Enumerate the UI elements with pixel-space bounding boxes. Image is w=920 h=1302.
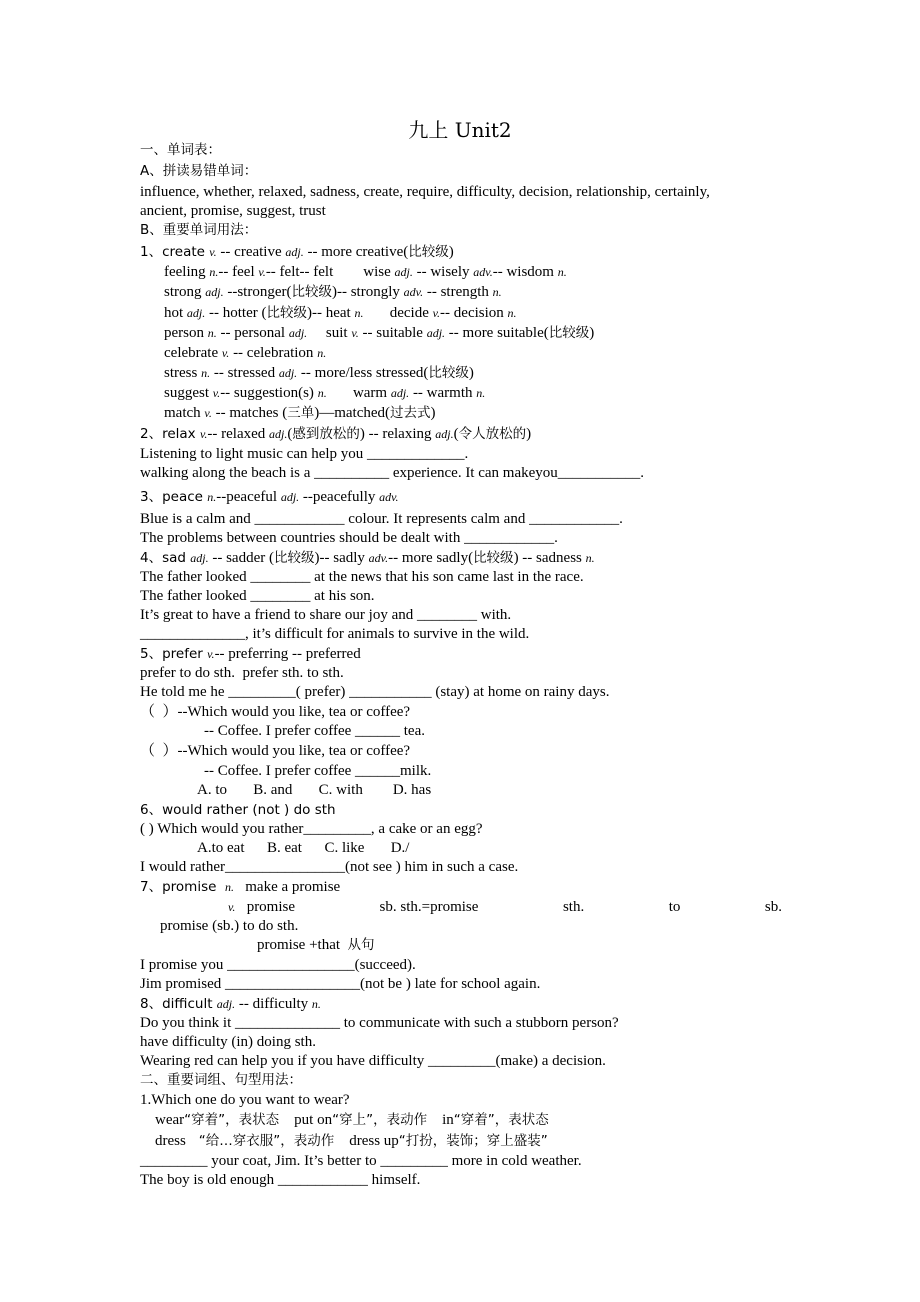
word8-sentence-2: have difficulty (in) doing sth. [140, 1034, 316, 1050]
word6-options: A.to eat B. eat C. like D./ [197, 840, 410, 856]
word1-line2: feeling n.-- feel v.-- felt-- felt wise adj. -- wisely adv.-- wisdom n. [164, 264, 567, 280]
section1-a-heading: A、拼读易错单词： [140, 163, 258, 179]
word1-line9: match v. -- matches (三单)—matched(过去式) [164, 405, 436, 421]
word1-line4: hot adj. -- hotter (比较级)-- heat n. decide v.-- decision n. [164, 305, 517, 321]
phrase1-sentence-1: _________ your coat, Jim. It’s better to _________ more in cold weather. [140, 1153, 582, 1169]
word-list-line-2: ancient, promise, suggest, trust [140, 203, 326, 219]
word8-sentence-3: Wearing red can help you if you have difficulty _________(make) a decision. [140, 1053, 606, 1069]
word4-heading: 4、sad adj. -- sadder (比较级)-- sadly adv.-- more sadly(比较级) -- sadness n. [140, 550, 595, 566]
word3-sentence-1: Blue is a calm and ____________ colour. It represents calm and ____________. [140, 511, 623, 527]
word6-sentence: I would rather________________(not see ) him in such a case. [140, 859, 519, 875]
word2-sentence-2: walking along the beach is a __________ experience. It can makeyou___________. [140, 465, 645, 481]
section1-b-heading: B、重要单词用法： [140, 222, 258, 238]
word4-sentence-3: It’s great to have a friend to share our joy and ________ with. [140, 607, 512, 623]
word5-answer-2: -- Coffee. I prefer coffee ______milk. [204, 763, 432, 779]
word5-question-2: （ ）--Which would you like, tea or coffee? [140, 743, 411, 759]
word1-line6: celebrate v. -- celebration n. [164, 345, 327, 361]
word1-line5: person n. -- personal adj. suit v. -- suitable adj. -- more suitable(比较级) [164, 325, 595, 341]
phrase1-line-a: wear“穿着”，表状态 put on“穿上”，表动作 in“穿着”，表状态 [155, 1112, 549, 1128]
word1-line3: strong adj. --stronger(比较级)-- strongly adv. -- strength n. [164, 284, 502, 300]
word6-heading: 6、would rather (not ) do sth [140, 802, 336, 818]
word7-line3: promise (sb.) to do sth. [160, 918, 299, 934]
word1-line7: stress n. -- stressed adj. -- more/less stressed(比较级) [164, 365, 474, 381]
word7-heading: 7、promise n. make a promise [140, 879, 341, 895]
word2-sentence-1: Listening to light music can help you _____________. [140, 446, 469, 462]
word4-sentence-1: The father looked ________ at the news that his son came last in the race. [140, 569, 584, 585]
word5-question-1: （ ）--Which would you like, tea or coffee? [140, 704, 411, 720]
section1-heading: 一、单词表： [140, 142, 221, 158]
word8-heading: 8、difficult adj. -- difficulty n. [140, 996, 321, 1012]
phrase1-question: 1.Which one do you want to wear? [140, 1092, 350, 1108]
word3-heading: 3、peace n.--peaceful adj. --peacefully adv. [140, 489, 399, 505]
word7-sentence-2: Jim promised __________________(not be ) late for school again. [140, 976, 541, 992]
word5-options: A. to B. and C. with D. has [197, 782, 432, 798]
word6-question: ( ) Which would you rather_________, a cake or an egg? [140, 821, 483, 837]
word1-line8: suggest v.-- suggestion(s) n. warm adj. -- warmth n. [164, 385, 486, 401]
page-title: 九上 Unit2 [408, 118, 512, 142]
word5-usage: prefer to do sth. prefer sth. to sth. [140, 665, 344, 681]
word3-sentence-2: The problems between countries should be dealt with ____________. [140, 530, 558, 546]
word7-sentence-1: I promise you _________________(succeed). [140, 957, 416, 973]
word8-sentence-1: Do you think it ______________ to communicate with such a stubborn person? [140, 1015, 619, 1031]
word5-sentence: He told me he _________( prefer) ___________ (stay) at home on rainy days. [140, 684, 610, 700]
word5-answer-1: -- Coffee. I prefer coffee ______ tea. [204, 723, 426, 739]
section2-heading: 二、重要词组、句型用法： [140, 1072, 302, 1088]
phrase1-sentence-2: The boy is old enough ____________ himself. [140, 1172, 421, 1188]
word1-line1: 1、create v. -- creative adj. -- more creative(比较级) [140, 244, 454, 260]
word4-sentence-4: ______________, it’s difficult for animals to survive in the wild. [140, 626, 530, 642]
word2-heading: 2、relax v.-- relaxed adj.(感到放松的) -- relaxing adj.(令人放松的) [140, 426, 532, 442]
word-list-line-1: influence, whether, relaxed, sadness, create, require, difficulty, decision, relationship, certainly, [140, 184, 710, 200]
phrase1-line-b: dress “给…穿衣服”，表动作 dress up“打扮，装饰；穿上盛装” [155, 1133, 548, 1149]
word7-line2: v. promise sb. sth.=promise sth. to sb. [228, 899, 782, 915]
word4-sentence-2: The father looked ________ at his son. [140, 588, 375, 604]
word5-heading: 5、prefer v.-- preferring -- preferred [140, 646, 361, 662]
word7-line4: promise +that 从句 [257, 937, 375, 953]
